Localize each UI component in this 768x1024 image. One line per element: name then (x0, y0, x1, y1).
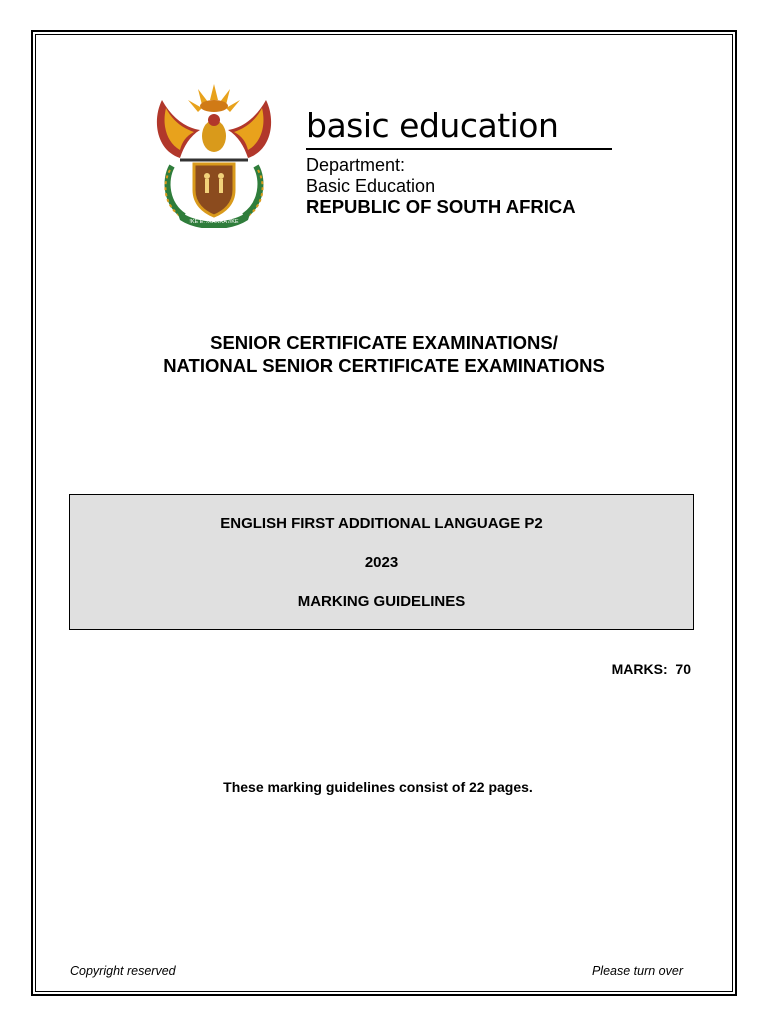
department-name: Basic Education (306, 176, 436, 196)
brand-title: basic education (306, 106, 559, 145)
department-logo (146, 68, 624, 240)
department-label: Department: (306, 155, 406, 175)
country-name: REPUBLIC OF SOUTH AFRICA (306, 196, 576, 217)
brand-rule (306, 148, 612, 150)
subject-title: ENGLISH FIRST ADDITIONAL LANGUAGE P2 (220, 515, 543, 532)
total-marks: MARKS: 70 (611, 661, 691, 677)
exam-heading-line1: SENIOR CERTIFICATE EXAMINATIONS/ (210, 332, 558, 353)
footer-turn-over: Please turn over (591, 964, 683, 978)
document-type: MARKING GUIDELINES (297, 593, 466, 610)
page-count-note: These marking guidelines consist of 22 pages. (223, 779, 533, 795)
exam-heading-line2: NATIONAL SENIOR CERTIFICATE EXAMINATIONS (163, 355, 605, 376)
footer-copyright: Copyright reserved (70, 964, 176, 978)
exam-year: 2023 (364, 554, 399, 571)
subject-box (69, 494, 694, 630)
motto-text: !KE E: /XARRA //KE (189, 219, 239, 225)
coat-of-arms-icon (150, 80, 278, 228)
